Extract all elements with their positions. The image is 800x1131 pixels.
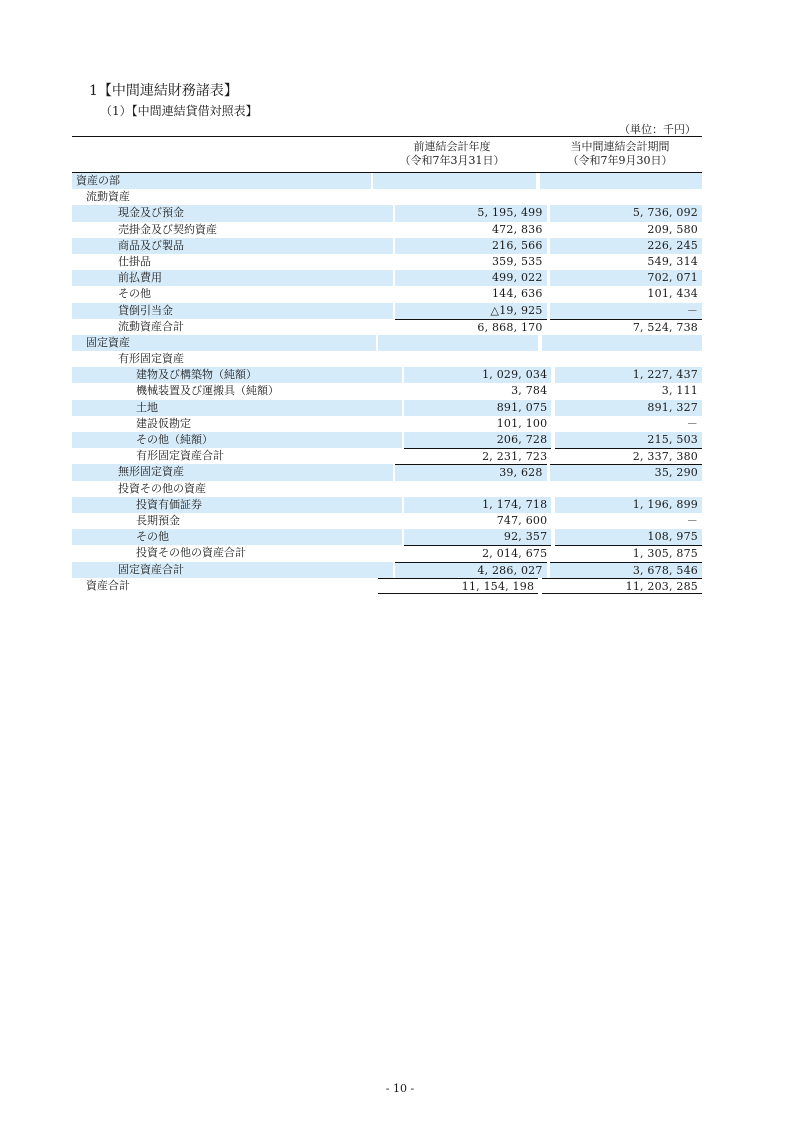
- prior-value: 92, 357: [503, 530, 548, 544]
- column-header-prior-line1: 前連結会計年度: [413, 140, 491, 153]
- prior-value: △19, 925: [490, 303, 543, 317]
- current-value: 11, 203, 285: [542, 578, 702, 594]
- row-label: 流動資産合計: [118, 319, 184, 333]
- current-value: 5, 736, 092: [632, 206, 699, 220]
- current-value: －: [686, 416, 698, 430]
- page-number: - 10 -: [385, 1082, 415, 1095]
- row-label: 貸倒引当金: [118, 303, 173, 317]
- prior-value: 1, 029, 034: [482, 368, 548, 382]
- column-header-prior: [372, 140, 532, 168]
- row-label: 投資有価証券: [136, 497, 202, 511]
- row-label: 有形固定資産合計: [136, 449, 224, 463]
- prior-value: 101, 100: [496, 416, 548, 430]
- balance-sheet-table: [72, 173, 702, 594]
- prior-value: 2, 014, 675: [404, 545, 551, 561]
- current-value: 35, 290: [550, 464, 702, 480]
- row-label: 固定資産合計: [118, 562, 184, 576]
- table-row: [72, 173, 702, 189]
- current-value: 1, 196, 899: [632, 497, 698, 511]
- current-value: －: [686, 303, 699, 317]
- prior-value: 5, 195, 499: [477, 206, 543, 220]
- prior-value: 499, 022: [491, 271, 543, 285]
- current-value: 1, 227, 437: [632, 368, 698, 382]
- row-label: 建設仮勘定: [136, 416, 191, 430]
- table-row: [72, 497, 702, 513]
- prior-value: [373, 173, 535, 189]
- table-row: [72, 189, 702, 205]
- table-row: [72, 383, 702, 399]
- row-label: 無形固定資産: [118, 465, 184, 479]
- prior-value: 206, 728: [496, 433, 548, 446]
- prior-value: [378, 335, 538, 351]
- row-label: 有形固定資産: [118, 352, 184, 366]
- current-value: [542, 189, 702, 205]
- prior-value: [378, 189, 538, 205]
- table-row: [72, 432, 702, 448]
- current-value: 2, 337, 380: [555, 448, 702, 464]
- table-row: [72, 367, 702, 383]
- current-value: 3, 111: [661, 384, 698, 398]
- row-label: 長期預金: [136, 513, 180, 527]
- prior-value: 216, 566: [491, 238, 543, 252]
- current-value: 1, 305, 875: [555, 545, 702, 561]
- current-value: 549, 314: [647, 254, 699, 268]
- prior-value: 4, 286, 027: [395, 562, 547, 578]
- section-heading: 1【中間連結財務諸表】: [89, 83, 238, 99]
- prior-value: [395, 481, 547, 497]
- row-label: 資産の部: [76, 174, 120, 187]
- current-value: 7, 524, 738: [550, 319, 702, 335]
- table-row: [72, 562, 702, 578]
- table-row: [72, 481, 702, 497]
- table-row: [72, 351, 702, 367]
- row-label: その他: [118, 287, 151, 301]
- current-value: 3, 678, 546: [550, 562, 702, 578]
- table-row: [72, 416, 702, 432]
- row-label: その他（純額）: [136, 433, 213, 446]
- row-label: 前払費用: [118, 271, 162, 285]
- row-label: 現金及び預金: [118, 206, 184, 220]
- row-label: 仕掛品: [118, 254, 151, 268]
- prior-value: 891, 075: [496, 400, 548, 414]
- current-value: 702, 071: [647, 271, 699, 285]
- row-label: 投資その他の資産合計: [136, 546, 246, 560]
- prior-value: 6, 868, 170: [395, 319, 547, 335]
- current-value: 891, 327: [647, 400, 698, 414]
- table-heading: （1）【中間連結貸借対照表】: [100, 104, 258, 118]
- prior-value: 2, 231, 723: [404, 448, 551, 464]
- table-row: [72, 319, 702, 335]
- prior-value: 359, 535: [491, 254, 543, 268]
- table-row: [72, 335, 702, 351]
- table-row: [72, 238, 702, 254]
- current-value: [542, 335, 702, 351]
- column-header-current-line1: 当中間連結会計期間: [570, 140, 670, 153]
- unit-label: （単位：千円）: [619, 123, 696, 136]
- table-row: [72, 400, 702, 416]
- column-header-current-line2: （令和7年9月30日）: [567, 154, 673, 167]
- prior-value: 11, 154, 198: [378, 578, 538, 594]
- row-label: 固定資産: [86, 335, 130, 349]
- table-row: [72, 545, 702, 561]
- row-label: 投資その他の資産: [118, 481, 206, 495]
- row-label: 機械装置及び運搬具（純額）: [136, 384, 279, 398]
- current-value: 215, 503: [647, 433, 698, 446]
- prior-value: 472, 836: [491, 222, 543, 236]
- current-value: [540, 173, 702, 189]
- table-row: [72, 578, 702, 594]
- table-row: [72, 205, 702, 221]
- table-row: [72, 254, 702, 270]
- table-row: [72, 513, 702, 529]
- row-label: 資産合計: [86, 578, 130, 592]
- current-value: 209, 580: [647, 222, 699, 236]
- table-row: [72, 448, 702, 464]
- column-header-current: [540, 140, 700, 168]
- table-row: [72, 303, 702, 319]
- current-value: －: [686, 513, 698, 527]
- current-value: 108, 975: [647, 530, 698, 544]
- prior-value: 1, 174, 718: [482, 497, 548, 511]
- current-value: 226, 245: [647, 238, 699, 252]
- current-value: [550, 481, 702, 497]
- row-label: その他: [136, 530, 169, 544]
- row-label: 建物及び構築物（純額）: [136, 368, 257, 382]
- row-label: 土地: [136, 400, 158, 414]
- prior-value: [395, 351, 547, 367]
- current-value: [550, 351, 702, 367]
- table-row: [72, 286, 702, 302]
- prior-value: 144, 636: [491, 287, 543, 301]
- prior-value: 39, 628: [395, 464, 547, 480]
- row-label: 商品及び製品: [118, 238, 184, 252]
- prior-value: 747, 600: [496, 513, 548, 527]
- table-row: [72, 222, 702, 238]
- table-top-rule: [72, 136, 702, 137]
- row-label: 売掛金及び契約資産: [118, 222, 217, 236]
- table-row: [72, 529, 702, 545]
- prior-value: 3, 784: [511, 384, 548, 398]
- current-value: 101, 434: [647, 287, 699, 301]
- column-header-prior-line2: （令和7年3月31日）: [399, 154, 505, 167]
- row-label: 流動資産: [86, 190, 130, 204]
- table-row: [72, 270, 702, 286]
- table-row: [72, 464, 702, 480]
